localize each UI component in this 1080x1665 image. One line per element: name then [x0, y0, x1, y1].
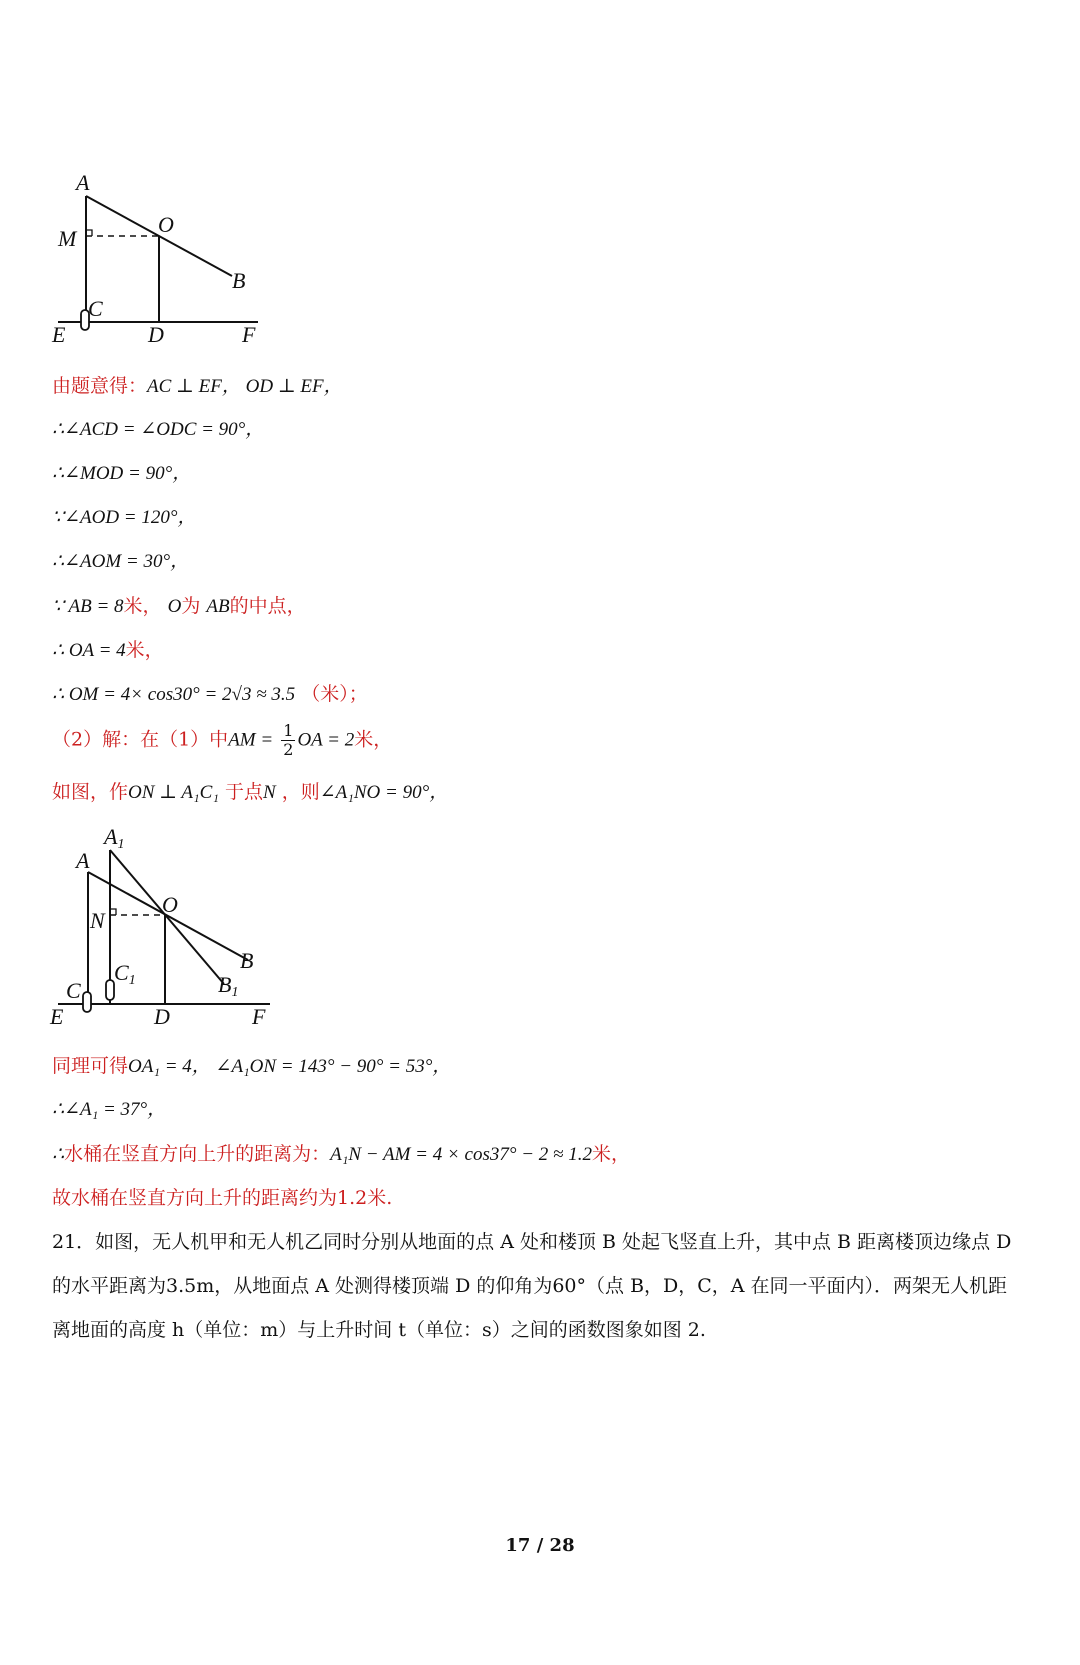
- label-F: F: [252, 1004, 266, 1029]
- label-A: A: [76, 848, 90, 873]
- line-11: 同理可得OA₁ = 4， ∠A₁ON = 143° − 90° = 53°，: [52, 1055, 452, 1077]
- line-1: 由题意得：AC ⊥ EF， OD ⊥ EF，: [52, 375, 343, 397]
- label-C: C: [88, 296, 103, 321]
- line-3: ∴∠MOD = 90°，: [52, 463, 192, 484]
- line-8: ∴ OM = 4× cos30° = 2√3 ≈ 3.5 （米）；: [52, 683, 368, 705]
- label-B: B: [232, 268, 246, 293]
- line-9: （2）解：在（1）中AM = $\frac{1}{2}$ OA = 2米，: [52, 721, 393, 759]
- line-12: ∴∠A₁ = 37°，: [52, 1099, 167, 1120]
- label-N: N: [90, 908, 105, 933]
- label-B: B: [240, 948, 254, 973]
- label-D: D: [148, 322, 164, 347]
- line-5: ∴∠AOM = 30°，: [52, 551, 190, 572]
- figure-1-geometry: [40, 170, 280, 360]
- page-number: 17 / 28: [505, 1535, 575, 1556]
- label-F: F: [242, 322, 256, 347]
- line-14: 故水桶在竖直方向上升的距离约为1.2米.: [52, 1187, 393, 1209]
- label-O: O: [158, 212, 174, 237]
- label-E: E: [50, 1004, 64, 1029]
- label-A1: A1: [104, 824, 125, 852]
- line-2: ∴∠ACD = ∠ODC = 90°，: [52, 419, 265, 440]
- label-D: D: [154, 1004, 170, 1029]
- fraction-half: $\frac{1}{2}$: [283, 721, 294, 759]
- label-C1: C1: [114, 960, 136, 988]
- line-13: ∴水桶在竖直方向上升的距离为：A₁N − AM = 4 × cos37° − 2 ≈ 1.2米，: [52, 1143, 630, 1165]
- problem-21: 21．如图，无人机甲和无人机乙同时分别从地面的点 A 处和楼顶 B 处起飞竖直上升，其中点 B 距离楼顶边缘点 D 的水平距离为3.5m，从地面点 A 处测得楼顶端 D 的仰角为60°（点 B，D，C，A 在同一平面内）．两架无人机距离地面的高度 h（单位：m）与上升时间 t（单位：s）之间的函数图象如图 2.: [52, 1231, 1012, 1341]
- line-4: ∵∠AOD = 120°，: [52, 507, 197, 528]
- line-10: 如图，作ON ⊥ A₁C₁ 于点N ，则∠A₁NO = 90°，: [52, 781, 449, 803]
- label-E: E: [52, 322, 66, 347]
- line-6: ∵ AB = 8米， O为 AB的中点，: [52, 595, 306, 617]
- label-M: M: [58, 226, 77, 251]
- label-C: C: [66, 978, 81, 1003]
- line-7: ∴ OA = 4米，: [52, 639, 164, 661]
- label-O: O: [162, 892, 178, 917]
- label-A: A: [76, 170, 90, 195]
- figure-2-geometry: [40, 820, 290, 1040]
- label-B1: B1: [218, 972, 239, 1000]
- bucket-shape-raised: [106, 980, 114, 1000]
- bucket-shape: [83, 992, 91, 1012]
